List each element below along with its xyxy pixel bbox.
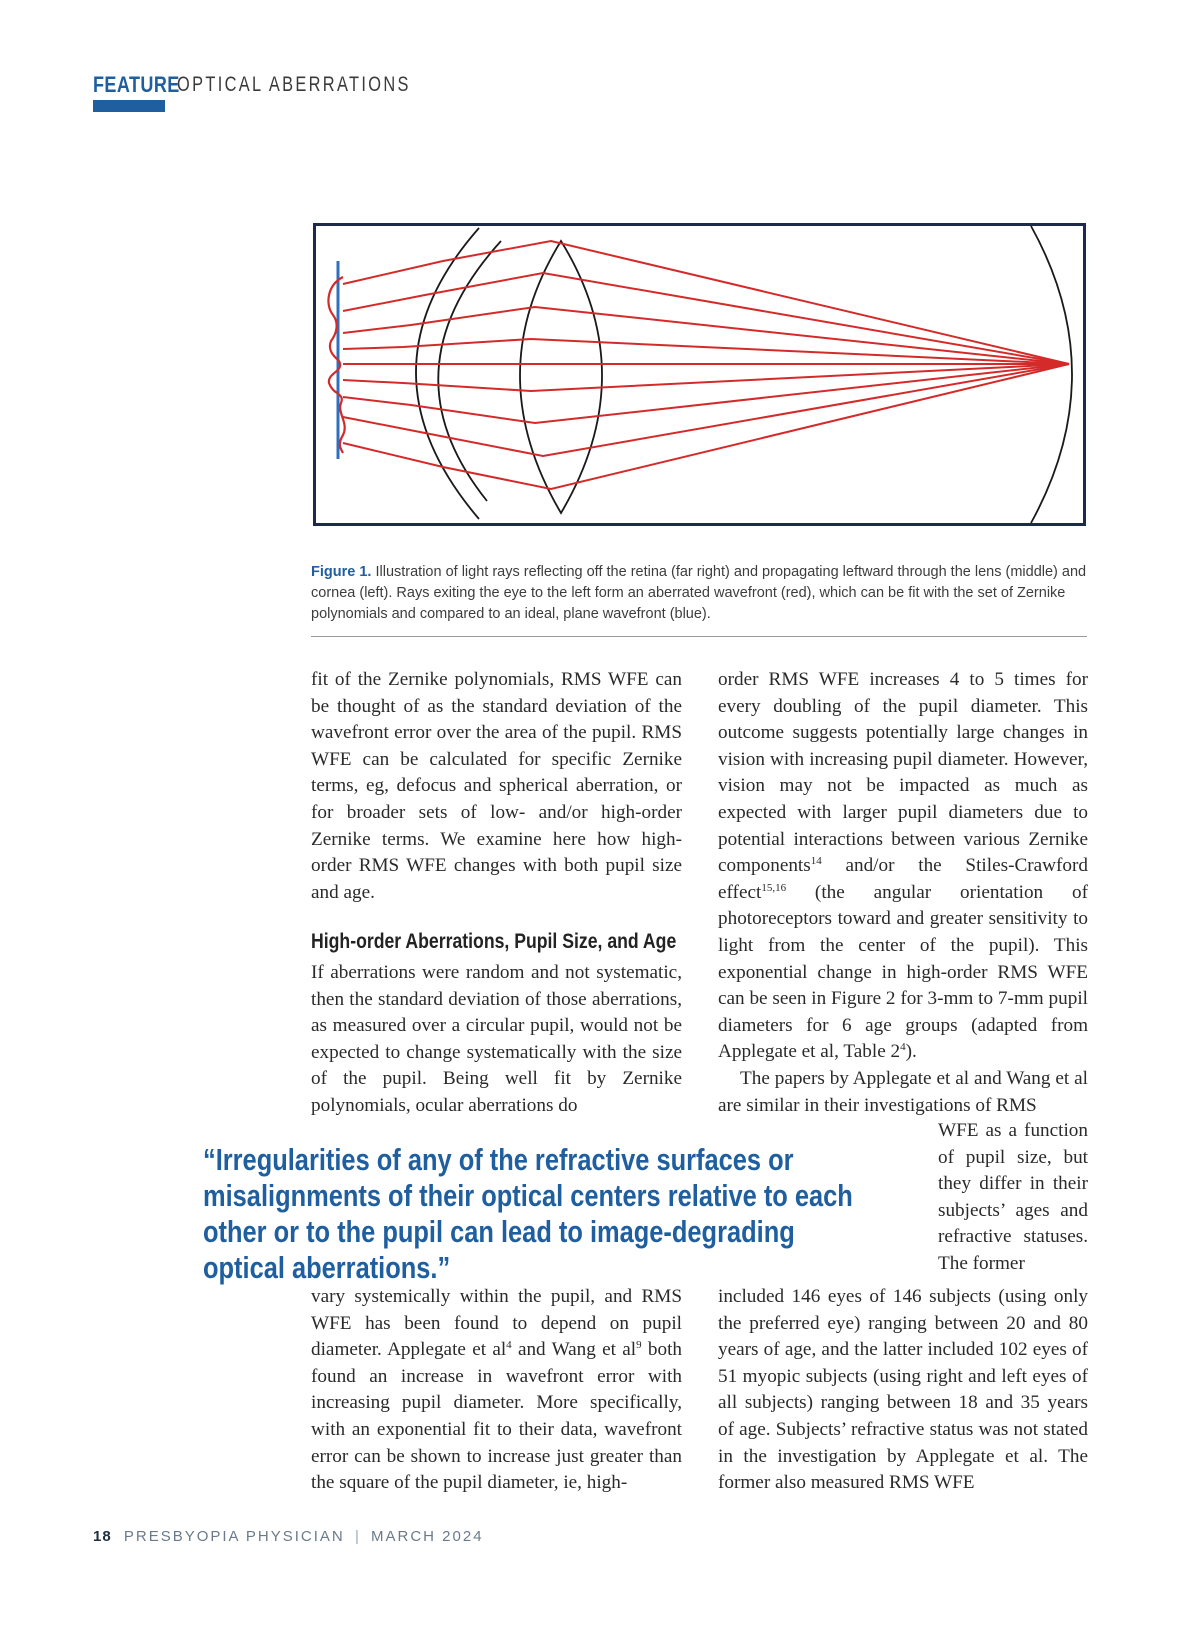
column-1-paragraph-1: [311, 667, 682, 906]
body-paragraph: [718, 667, 1088, 1066]
figure-caption: [311, 562, 1091, 625]
issue-date: MARCH 2024: [371, 1528, 484, 1545]
body-paragraph: fit of the Zernike polynomials, RMS WFE can be thought of as the standard deviation of the wavefront error over the area of the pupil. RMS WFE can be calculated for specific Zernike terms, eg, defocus and spherical aberration, or for broader sets of low- and/or high-order Zernike terms. We examine here how high-order RMS WFE changes with both pupil size and age.: [311, 669, 682, 903]
text-run: ).: [905, 1041, 917, 1063]
text-run: (the angular orientation of photoreceptors toward and greater sensitivity to light from the center of the pupil). This exponential change in high-order RMS WFE can be seen in Figure 2 for 3-mm to 7-mm pupil diameters for 6 age groups (adapted from Applegate et al, Table 2: [718, 881, 1088, 1063]
reference-superscript: 14: [810, 855, 822, 868]
column-2-bottom: [718, 1284, 1088, 1497]
reference-superscript: 9: [636, 1339, 642, 1352]
pull-quote: “Irregularities of any of the refractive surfaces or misalignments of their optical centers relative to each other or to the pupil can lead to image-degrading optical aberrations.”: [203, 1142, 853, 1285]
section-subheading: High-order Aberrations, Pupil Size, and Age: [311, 930, 677, 953]
body-paragraph: included 146 eyes of 146 subjects (using only the preferred eye) ranging between 20 and 80 years of age, and the latter included 102 eyes of 51 myopic subjects (using right and left eyes of all subjects) ranging between 18 and 35 years of age. Subjects’ refractive status was not stated in the investigation by Applegate et al. The former also measured RMS WFE: [718, 1286, 1088, 1494]
text-run: both found an increase in wavefront error with increasing pupil diameter. More specifically, with an exponential fit to their data, wavefront error can be shown to increase just greater than the square of the pupil diameter, ie, high-: [311, 1339, 682, 1494]
body-paragraph: The papers by Applegate et al and Wang et al are similar in their investigations of RMS: [718, 1067, 1088, 1116]
publication-name: PRESBYOPIA PHYSICIAN: [123, 1528, 345, 1545]
column-2-top: [718, 667, 1088, 1119]
column-2-wrap-text: [938, 1118, 1088, 1278]
body-paragraph: [311, 1284, 682, 1497]
section-label: FEATURE: [93, 72, 180, 97]
column-1-paragraph-3: [311, 1284, 682, 1497]
body-paragraph: WFE as a function of pupil size, but they differ in their subjects’ ages and refractive statuses. The former: [938, 1120, 1088, 1274]
footer-separator: |: [354, 1528, 361, 1545]
reference-superscript: 15,16: [761, 881, 787, 894]
section-topic: OPTICAL ABERRATIONS: [177, 73, 411, 96]
text-run: and/or the Stiles-Crawford effect: [718, 855, 1088, 903]
figure-1-illustration: [313, 223, 1086, 526]
text-run: order RMS WFE increases 4 to 5 times for every doubling of the pupil diameter. This outcome suggests potentially large changes in vision with increasing pupil diameter. However, vision may not be impacted as much as expected with larger pupil diameters due to potential interactions between various Zernike components: [718, 669, 1088, 877]
reference-superscript: 4: [900, 1041, 906, 1054]
page-number: 18: [93, 1528, 112, 1545]
caption-divider: [311, 636, 1087, 637]
figure-label: Figure 1.: [311, 564, 372, 580]
column-1-paragraph-2: [311, 960, 682, 1120]
text-run: vary systemically within the pupil, and RMS WFE has been found to depend on pupil diameter. Applegate et al: [311, 1286, 682, 1361]
figure-caption-text: Illustration of light rays reflecting off the retina (far right) and propagating leftward through the lens (middle) and cornea (left). Rays exiting the eye to the left form an aberrated wavefront (red), which can be fit with the set of Zernike polynomials and compared to an ideal, plane wavefront (blue).: [311, 564, 1087, 622]
text-run: and Wang et al: [511, 1339, 637, 1361]
body-paragraph: If aberrations were random and not systematic, then the standard deviation of those aberrations, as measured over a circular pupil, would not be expected to change systematically with the size of the pupil. Being well fit by Zernike polynomials, ocular aberrations do: [311, 962, 682, 1116]
reference-superscript: 4: [506, 1339, 512, 1352]
page-footer: [93, 1528, 484, 1545]
header-accent-bar: [93, 100, 165, 112]
running-header: [93, 72, 411, 112]
